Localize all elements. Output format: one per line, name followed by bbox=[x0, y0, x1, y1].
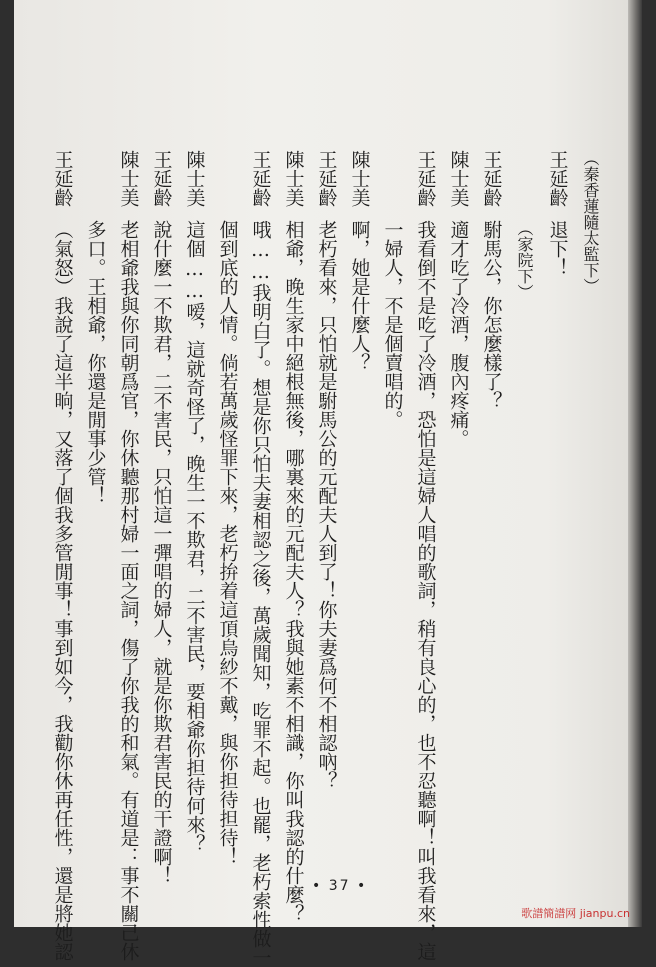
speaker-name: 陳士美 bbox=[183, 150, 206, 207]
line-text: （氣怒）我說了這半晌，又落了個我多管閒事！事到如今，我勸你休再任性，還是將她認 bbox=[51, 220, 74, 961]
line-text: 個到底的人情。倘若萬歲怪罪下來，老朽拚着這頂烏紗不戴，與你担待担待！ bbox=[216, 220, 239, 866]
dialogue-line bbox=[82, 150, 109, 885]
dialogue-line bbox=[181, 150, 208, 885]
stage-direction: （秦香蓮隨太監下） bbox=[581, 150, 600, 294]
dialogue-line bbox=[577, 150, 604, 885]
line-text: 老朽看來，只怕就是駙馬公的元配夫人到了！你夫妻爲何不相認吶？ bbox=[315, 220, 338, 790]
dialogue-line bbox=[115, 150, 142, 961]
page-number: • 37 • bbox=[312, 878, 368, 894]
dialogue-line bbox=[49, 150, 76, 961]
line-text: 退下！ bbox=[546, 220, 569, 277]
dialogue-line bbox=[313, 150, 340, 885]
line-text: 這個……嗳，這就奇怪了，晚生一不欺君，二不害民，要相爺你担待何來？ bbox=[183, 220, 206, 853]
speaker-name: 王延齡 bbox=[480, 150, 503, 207]
dialogue-line bbox=[511, 150, 538, 885]
document-page bbox=[14, 0, 642, 967]
dialogue-line bbox=[379, 150, 406, 885]
line-text: 多口。王相爺，你還是閒事少管！ bbox=[84, 220, 107, 505]
speaker-name: 王延齡 bbox=[414, 150, 437, 207]
speaker-name: 王延齡 bbox=[546, 150, 569, 207]
speaker-name: 王延齡 bbox=[51, 150, 74, 207]
line-text: 老相爺我與你同朝爲官，你休聽那村婦一面之詞，傷了你我的和氣。有道是：事不關己休 bbox=[117, 220, 140, 961]
speaker-name: 王延齡 bbox=[150, 150, 173, 207]
speaker-name: 陳士美 bbox=[117, 150, 140, 207]
speaker-name: 陳士美 bbox=[282, 150, 305, 207]
speaker-name: 陳士美 bbox=[447, 150, 470, 207]
line-text: 適才吃了冷酒，腹內疼痛。 bbox=[447, 220, 470, 448]
line-text: 說什麼一不欺君，二不害民，只怕這一彈唱的婦人，就是你欺君害民的干證啊！ bbox=[150, 220, 173, 885]
speaker-name: 王延齡 bbox=[249, 150, 272, 207]
speaker-name: 陳士美 bbox=[348, 150, 371, 207]
book-spine-shadow bbox=[628, 0, 642, 927]
dialogue-line bbox=[478, 150, 505, 885]
line-text: 哦……我明白了。想是你只怕夫妻相認之後，萬歲聞知，吃罪不起。也罷，老朽索性做一 bbox=[249, 220, 272, 967]
stage-direction: （家院下） bbox=[515, 220, 534, 300]
watermark: 歌譜簡譜网 jianpu.cn bbox=[521, 907, 630, 920]
dialogue-line bbox=[544, 150, 571, 885]
dialogue-line bbox=[412, 150, 439, 961]
dialogue-line bbox=[247, 150, 274, 967]
dialogue-line bbox=[346, 150, 373, 885]
line-text: 一婦人，不是個賣唱的。 bbox=[381, 220, 404, 429]
line-text: 我看倒不是吃了冷酒，恐怕是這婦人唱的歌詞，稍有良心的，也不忍聽啊！叫我看來，這 bbox=[414, 220, 437, 961]
dialogue-line bbox=[445, 150, 472, 885]
speaker-name: 王延齡 bbox=[315, 150, 338, 207]
dialogue-line bbox=[148, 150, 175, 885]
line-text: 相爺，晚生家中絕根無後，哪裏來的元配夫人？我與她素不相識，你叫我認的什麼？ bbox=[282, 220, 305, 923]
dialogue-line bbox=[280, 150, 307, 923]
line-text: 啊，她是什麼人？ bbox=[348, 220, 371, 372]
line-text: 駙馬公，你怎麼樣了？ bbox=[480, 220, 503, 410]
dialogue-line bbox=[214, 150, 241, 885]
